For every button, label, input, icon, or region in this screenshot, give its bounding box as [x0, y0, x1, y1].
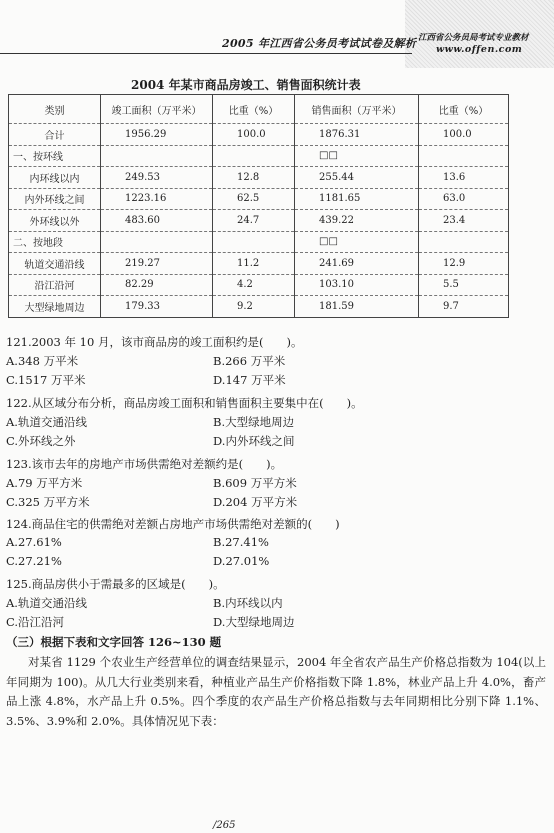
- answer-option: C.1517 万平米: [6, 373, 86, 387]
- page-number: /265: [213, 820, 236, 831]
- column-header: 销售面积（万平米）: [295, 95, 419, 124]
- table-row: [9, 274, 509, 296]
- question-stem: 123.该市去年的房地产市场供需绝对差额约是( )。: [6, 457, 283, 471]
- table-cell: 9.2: [213, 296, 295, 318]
- question-stem: 124.商品住宅的供需绝对差额占房地产市场供需绝对差额的( ): [6, 517, 340, 531]
- table-row: [9, 145, 509, 167]
- table-row: [9, 167, 509, 189]
- column-header: 竣工面积（万平米）: [101, 95, 213, 124]
- row-label: 外环线以外: [9, 210, 101, 232]
- table-cell: [419, 231, 509, 253]
- answer-option: D.147 万平米: [213, 373, 286, 387]
- table-title: 2004 年某市商品房竣工、销售面积统计表: [131, 78, 361, 92]
- table-header-row: [9, 95, 509, 124]
- table-cell: 11.2: [213, 253, 295, 275]
- table-cell: 24.7: [213, 210, 295, 232]
- table-cell: 181.59: [295, 296, 419, 318]
- paragraph-text: 对某省 1129 个农业生产经营单位的调查结果显示，2004 年全省农产品生产价格总指数为 104(以上年同期为 100)。从几大行业类别来看，种植业产品生产价格指数下降 1.8%，林业产品上升 4.0%，畜产品上涨 4.8%，水产品上升 0.5%。四个季度的农产品生产价格总指数与去年同期相比分别下降 1.1%、3.5%、3.9%和 2.0%。具体情况见下表：: [6, 655, 546, 728]
- answer-option: C.沿江沿河: [6, 615, 65, 629]
- table-cell: 1956.29: [101, 124, 213, 146]
- question-stem: 125.商品房供小于需最多的区域是( )。: [6, 577, 225, 591]
- answer-option: D.内外环线之间: [213, 434, 295, 448]
- table-cell: 9.7: [419, 296, 509, 318]
- publisher-name: 江西省公务员局考试专业教材: [418, 33, 529, 43]
- answer-option: A.轨道交通沿线: [6, 415, 87, 429]
- table-cell: 4.2: [213, 274, 295, 296]
- table-cell: 1223.16: [101, 188, 213, 210]
- row-label: 大型绿地周边: [9, 296, 101, 318]
- table-cell: [213, 145, 295, 167]
- table-cell: 100.0: [213, 124, 295, 146]
- table-cell: □□: [295, 145, 419, 167]
- answer-option: A.79 万平方米: [6, 476, 83, 490]
- answer-option: D.204 万平方米: [213, 495, 298, 509]
- column-header: 比重（%）: [213, 95, 295, 124]
- header-rule: [0, 53, 412, 54]
- answer-option: B.内环线以内: [213, 596, 283, 610]
- answer-option: A.轨道交通沿线: [6, 596, 87, 610]
- section-paragraph: [6, 653, 546, 731]
- table-cell: 12.8: [213, 167, 295, 189]
- row-label: 合计: [9, 124, 101, 146]
- table-cell: 219.27: [101, 253, 213, 275]
- answer-option: A.27.61%: [6, 535, 62, 549]
- table-cell: 62.5: [213, 188, 295, 210]
- table-cell: [213, 231, 295, 253]
- question-stem: 121.2003 年 10 月，该市商品房的竣工面积约是( )。: [6, 335, 303, 349]
- answer-option: B.大型绿地周边: [213, 415, 295, 429]
- table-row: [9, 296, 509, 318]
- table-cell: 100.0: [419, 124, 509, 146]
- column-header: 比重（%）: [419, 95, 509, 124]
- table-cell: 179.33: [101, 296, 213, 318]
- table-cell: □□: [295, 231, 419, 253]
- table-cell: 63.0: [419, 188, 509, 210]
- row-label: 沿江沿河: [9, 274, 101, 296]
- table-cell: 1181.65: [295, 188, 419, 210]
- answer-option: D.大型绿地周边: [213, 615, 295, 629]
- row-label: 轨道交通沿线: [9, 253, 101, 275]
- statistics-table: [8, 94, 509, 318]
- answer-option: C.325 万平方米: [6, 495, 90, 509]
- table-cell: 13.6: [419, 167, 509, 189]
- table-cell: 82.29: [101, 274, 213, 296]
- running-header-title: 2005 年江西省公务员考试试卷及解析: [222, 37, 417, 50]
- table-cell: 439.22: [295, 210, 419, 232]
- table-cell: 12.9: [419, 253, 509, 275]
- table-cell: 5.5: [419, 274, 509, 296]
- table-cell: 1876.31: [295, 124, 419, 146]
- table-row: [9, 231, 509, 253]
- answer-option: C.27.21%: [6, 554, 62, 568]
- table-cell: 241.69: [295, 253, 419, 275]
- table-cell: 255.44: [295, 167, 419, 189]
- table-row: [9, 253, 509, 275]
- row-label: 一、按环线: [9, 145, 101, 167]
- answer-option: B.27.41%: [213, 535, 269, 549]
- publisher-url: www.offen.com: [436, 44, 523, 55]
- row-label: 二、按地段: [9, 231, 101, 253]
- question-stem: 122.从区域分布分析，商品房竣工面积和销售面积主要集中在( )。: [6, 396, 363, 410]
- table-cell: 23.4: [419, 210, 509, 232]
- section-heading: （三）根据下表和文字回答 126~130 题: [6, 635, 222, 649]
- column-header: 类别: [9, 95, 101, 124]
- answer-option: A.348 万平米: [6, 354, 79, 368]
- table-cell: [101, 231, 213, 253]
- answer-option: B.266 万平米: [213, 354, 286, 368]
- answer-option: B.609 万平方米: [213, 476, 297, 490]
- row-label: 内外环线之间: [9, 188, 101, 210]
- row-label: 内环线以内: [9, 167, 101, 189]
- table-row: [9, 210, 509, 232]
- table-row: [9, 124, 509, 146]
- answer-option: D.27.01%: [213, 554, 270, 568]
- table-cell: 103.10: [295, 274, 419, 296]
- table-cell: 483.60: [101, 210, 213, 232]
- table-cell: 249.53: [101, 167, 213, 189]
- answer-option: C.外环线之外: [6, 434, 76, 448]
- table-row: [9, 188, 509, 210]
- table-cell: [419, 145, 509, 167]
- table-cell: [101, 145, 213, 167]
